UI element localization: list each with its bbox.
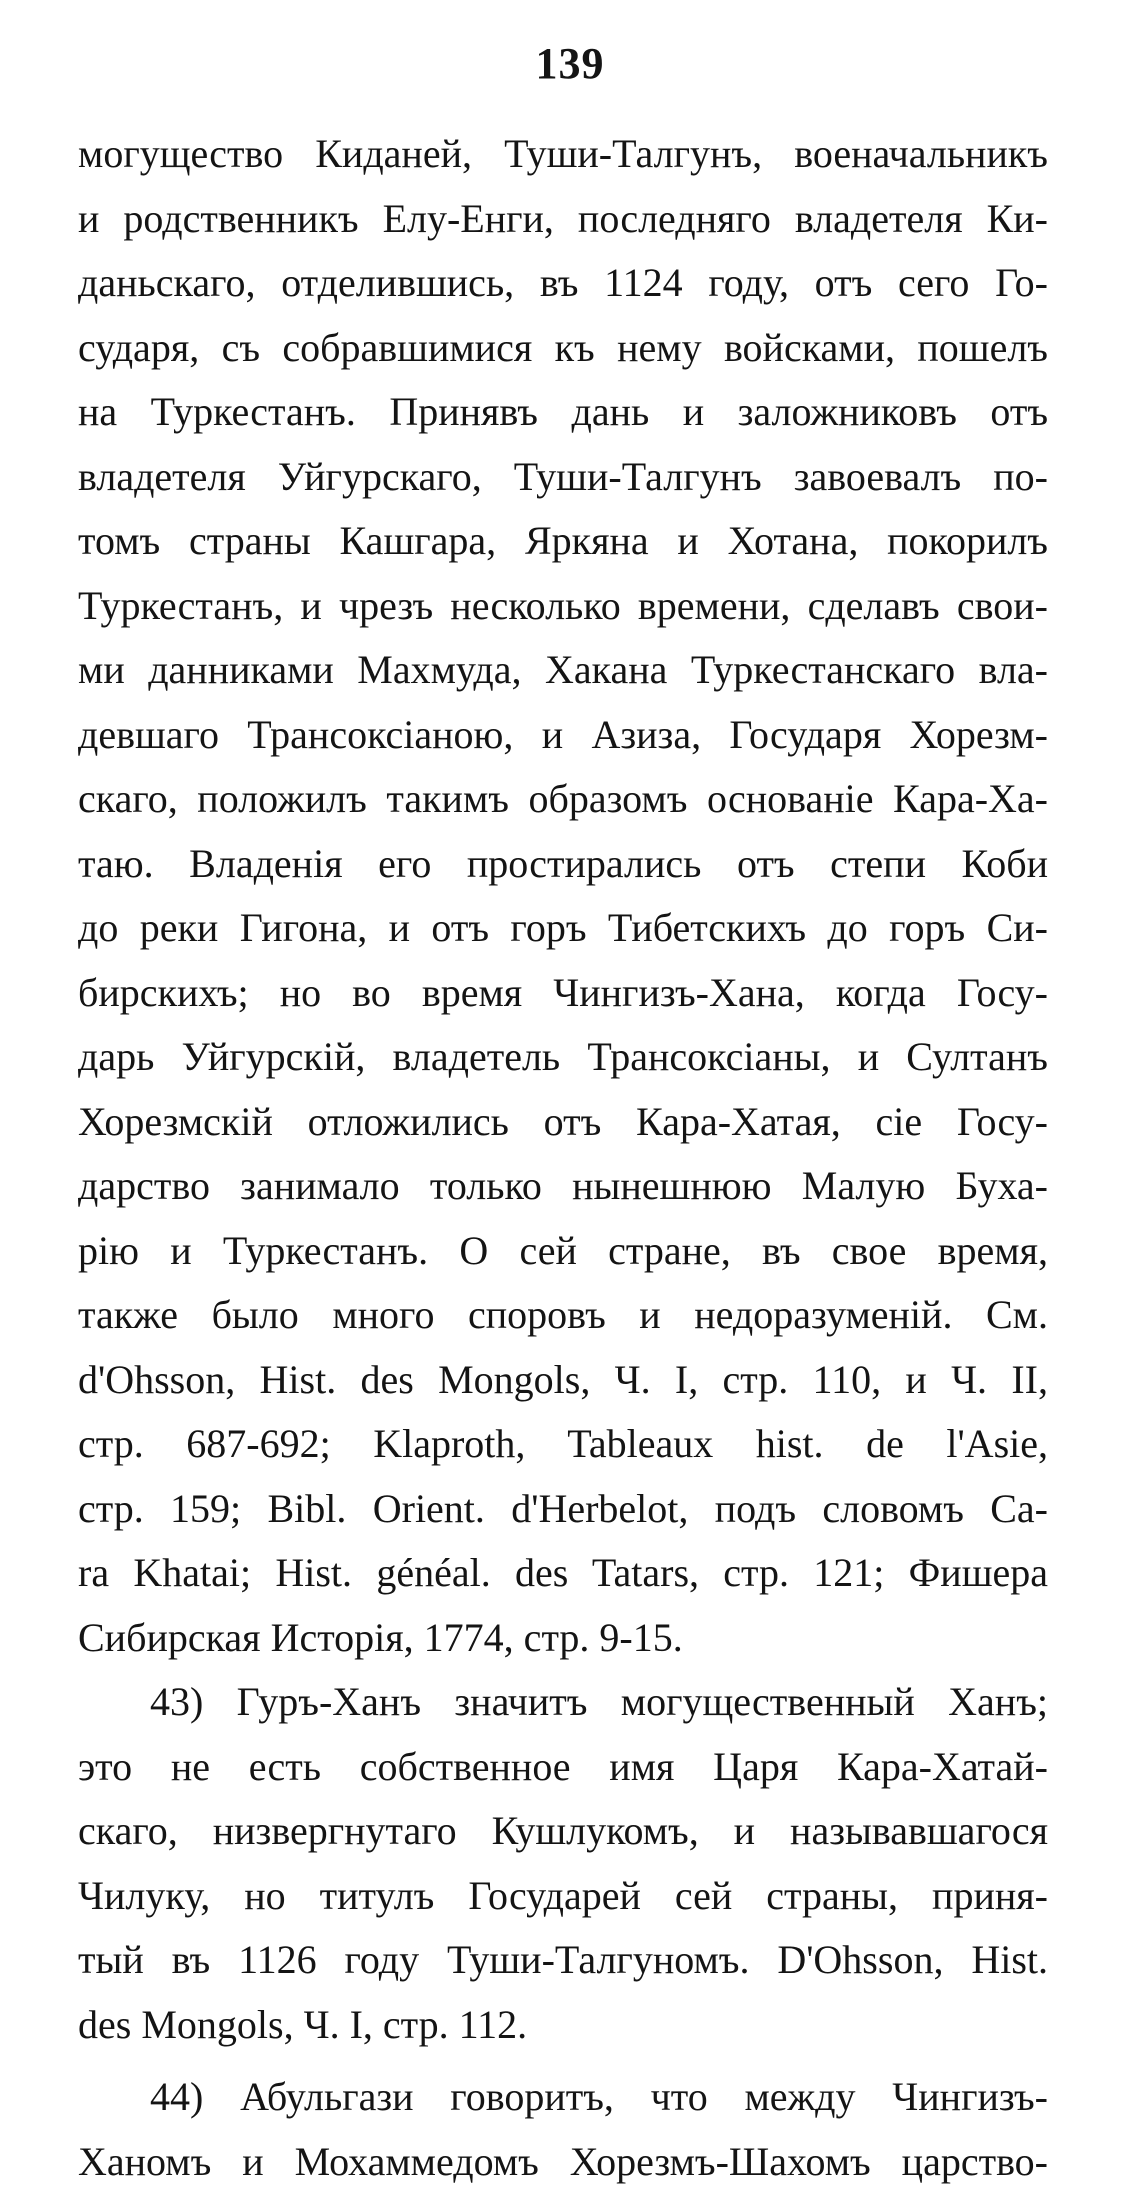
text-line: владетеля Уйгурскаго, Туши-Талгунъ завоевалъ по-	[78, 445, 1048, 510]
text-line: скаго, положилъ такимъ образомъ основаніе Кара-Ха-	[78, 767, 1048, 832]
text-line: девшаго Трансоксіаною, и Азиза, Государя Хорезм-	[78, 703, 1048, 768]
text-line: томъ страны Кашгара, Яркяна и Хотана, покорилъ	[78, 509, 1048, 574]
text-line: Сибирская Исторія, 1774, стр. 9-15.	[78, 1606, 1048, 1671]
text-line: также было много споровъ и недоразуменій. См.	[78, 1283, 1048, 1348]
text-line: и родственникъ Елу-Енги, последняго владетеля Ки-	[78, 187, 1048, 252]
text-line: Чилуку, но титулъ Государей сей страны, приня-	[78, 1864, 1048, 1929]
text-line: стр. 159; Bibl. Orient. d'Herbelot, подъ словомъ Ca-	[78, 1477, 1048, 1542]
text-line: могущество Киданей, Туши-Талгунъ, военачальникъ	[78, 122, 1048, 187]
text-line: d'Ohsson, Hist. des Mongols, Ч. I, стр. 110, и Ч. II,	[78, 1348, 1048, 1413]
body-text	[78, 122, 1048, 2194]
text-line: это не есть собственное имя Царя Кара-Хатай-	[78, 1735, 1048, 1800]
text-line: даньскаго, отделившись, въ 1124 году, отъ сего Го-	[78, 251, 1048, 316]
text-line: дарь Уйгурскій, владетель Трансоксіаны, и Султанъ	[78, 1025, 1048, 1090]
text-line: ми данниками Махмуда, Хакана Туркестанскаго вла-	[78, 638, 1048, 703]
text-line: скаго, низвергнутаго Кушлукомъ, и называвшагося	[78, 1799, 1048, 1864]
text-line: Ханомъ и Мохаммедомъ Хорезмъ-Шахомъ царство-	[78, 2130, 1048, 2194]
text-line: на Туркестанъ. Принявъ дань и заложниковъ отъ	[78, 380, 1048, 445]
text-line: des Mongols, Ч. I, стр. 112.	[78, 1993, 1048, 2058]
footnote-43-start: 43) Гуръ-Ханъ значитъ могущественный Ханъ;	[78, 1670, 1048, 1735]
text-line: бирскихъ; но во время Чингизъ-Хана, когда Госу-	[78, 961, 1048, 1026]
footnote-44-start: 44) Абульгази говоритъ, что между Чингизъ-	[78, 2065, 1048, 2130]
text-line: рію и Туркестанъ. О сей стране, въ свое время,	[78, 1219, 1048, 1284]
text-line: Туркестанъ, и чрезъ несколько времени, сделавъ свои-	[78, 574, 1048, 639]
text-line: таю. Владенія его простирались отъ степи Коби	[78, 832, 1048, 897]
text-line: сударя, съ собравшимися къ нему войсками, пошелъ	[78, 316, 1048, 381]
text-line: стр. 687-692; Klaproth, Tableaux hist. de l'Asie,	[78, 1412, 1048, 1477]
page-number: 139	[0, 38, 1140, 89]
text-line: дарство занимало только нынешнюю Малую Буха-	[78, 1154, 1048, 1219]
text-line: тый въ 1126 году Туши-Талгуномъ. D'Ohsson, Hist.	[78, 1928, 1048, 1993]
text-line: Хорезмскій отложились отъ Кара-Хатая, сіе Госу-	[78, 1090, 1048, 1155]
text-line: ra Khatai; Hist. généal. des Tatars, стр. 121; Фишера	[78, 1541, 1048, 1606]
text-line: до реки Гигона, и отъ горъ Тибетскихъ до горъ Си-	[78, 896, 1048, 961]
